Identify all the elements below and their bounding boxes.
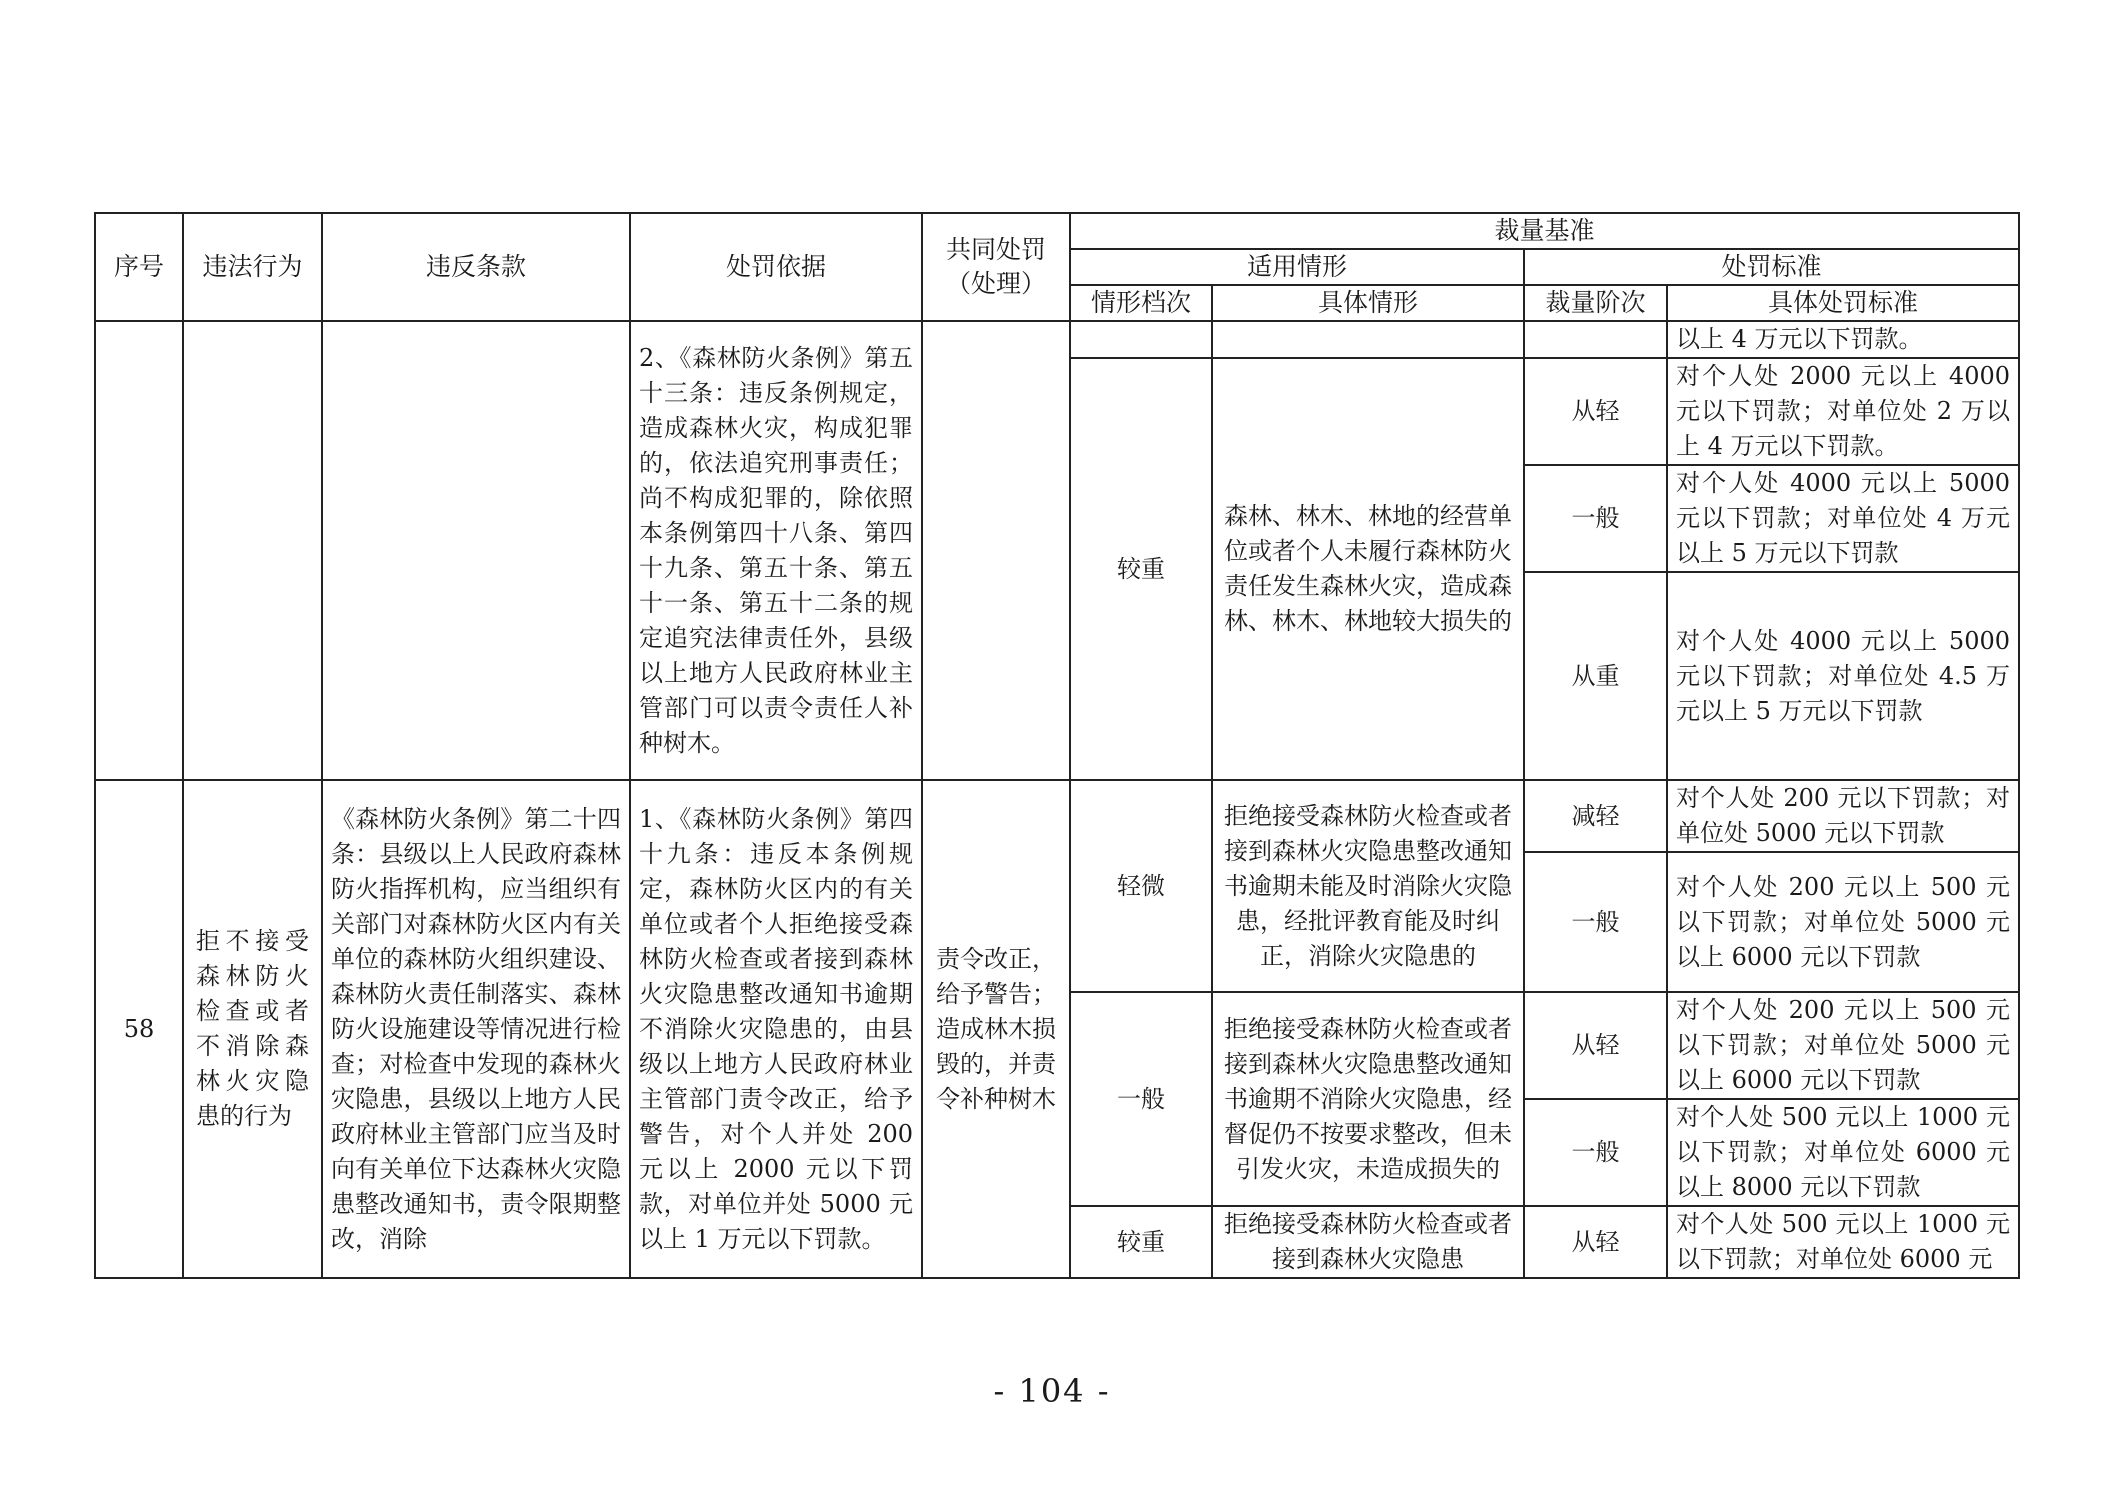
situation-cell: 拒绝接受森林防火检查或者接到森林火灾隐患整改通知书逾期未能及时消除火灾隐患，经批评教育能及时纠正，消除火灾隐患的: [1212, 780, 1524, 992]
seq-cell: 58: [95, 780, 183, 1278]
situation-cell: 拒绝接受森林防火检查或者接到森林火灾隐患整改通知书逾期不消除火灾隐患，经督促仍不按要求整改，但未引发火灾，未造成损失的: [1212, 992, 1524, 1206]
penalty-cell: 对个人处 200 元以上 500 元以下罚款；对单位处 5000 元以上 6000 元以下罚款: [1667, 852, 2019, 992]
header-violation: 违法行为: [183, 213, 322, 321]
header-seq: 序号: [95, 213, 183, 321]
level-cell: 较重: [1070, 358, 1212, 780]
penalty-cell: 对个人处 2000 元以上 4000 元以下罚款；对单位处 2 万以上 4 万元以下罚款。: [1667, 358, 2019, 465]
level-cell: [1070, 321, 1212, 358]
penalty-cell: 对个人处 500 元以上 1000 元以下罚款；对单位处 6000 元: [1667, 1206, 2019, 1278]
basis-cell: 1、《森林防火条例》第四十九条：违反本条例规定，森林防火区内的有关单位或者个人拒绝接受森林防火检查或者接到森林火灾隐患整改通知书逾期不消除火灾隐患的，由县级以上地方人民政府林业主管部门责令改正，给予警告，对个人并处 200 元以上 2000 元以下罚款，对单位并处 5000 元以上 1 万元以下罚款。: [630, 780, 922, 1278]
situation-cell: 森林、林木、林地的经营单位或者个人未履行森林防火责任发生森林火灾，造成森林、林木、林地较大损失的: [1212, 358, 1524, 780]
penalty-cell: 对个人处 4000 元以上 5000 元以下罚款；对单位处 4.5 万元以上 5 万元以下罚款: [1667, 572, 2019, 780]
header-level: 情形档次: [1070, 285, 1212, 321]
situation-cell: [1212, 321, 1524, 358]
step-cell: 从轻: [1524, 1206, 1667, 1278]
level-cell: 较重: [1070, 1206, 1212, 1278]
header-penalty-standard: 处罚标准: [1524, 249, 2019, 285]
penalty-cell: 对个人处 200 元以上 500 元以下罚款；对单位处 5000 元以上 6000 元以下罚款: [1667, 992, 2019, 1099]
discretion-table: [94, 212, 2020, 1279]
step-cell: 从轻: [1524, 992, 1667, 1099]
table-row: [95, 321, 2019, 358]
article-cell: 《森林防火条例》第二十四条：县级以上人民政府森林防火指挥机构，应当组织有关部门对森林防火区内有关单位的森林防火组织建设、森林防火责任制落实、森林防火设施建设等情况进行检查；对检查中发现的森林火灾隐患，县级以上地方人民政府林业主管部门应当及时向有关单位下达森林火灾隐患整改通知书，责令限期整改，消除: [322, 780, 630, 1278]
step-cell: 一般: [1524, 852, 1667, 992]
table-row: [95, 780, 2019, 852]
penalty-cell: 对个人处 200 元以下罚款；对单位处 5000 元以下罚款: [1667, 780, 2019, 852]
header-specific-penalty: 具体处罚标准: [1667, 285, 2019, 321]
penalty-cell: 以上 4 万元以下罚款。: [1667, 321, 2019, 358]
step-cell: [1524, 321, 1667, 358]
header-row-1: [95, 213, 2019, 249]
article-cell: [322, 321, 630, 780]
step-cell: 一般: [1524, 1099, 1667, 1206]
page-number: - 104 -: [993, 1372, 1111, 1410]
header-basis: 处罚依据: [630, 213, 922, 321]
step-cell: 从重: [1524, 572, 1667, 780]
situation-cell: 拒绝接受森林防火检查或者接到森林火灾隐患: [1212, 1206, 1524, 1278]
step-cell: 一般: [1524, 465, 1667, 572]
violation-cell: [183, 321, 322, 780]
penalty-cell: 对个人处 4000 元以上 5000 元以下罚款；对单位处 4 万元以上 5 万元以下罚款: [1667, 465, 2019, 572]
penalty-cell: 对个人处 500 元以上 1000 元以下罚款；对单位处 6000 元以上 8000 元以下罚款: [1667, 1099, 2019, 1206]
header-applicable: 适用情形: [1070, 249, 1524, 285]
violation-cell: 拒不接受森林防火检查或者不消除森林火灾隐患的行为: [183, 780, 322, 1278]
level-cell: 轻微: [1070, 780, 1212, 992]
seq-cell: [95, 321, 183, 780]
header-common-penalty: 共同处罚（处理）: [922, 213, 1070, 321]
common-penalty-cell: 责令改正，给予警告；造成林木损毁的，并责令补种树木: [922, 780, 1070, 1278]
header-discretion-level: 裁量阶次: [1524, 285, 1667, 321]
basis-cell: 2、《森林防火条例》第五十三条：违反条例规定，造成森林火灾，构成犯罪的，依法追究刑事责任；尚不构成犯罪的，除依照本条例第四十八条、第四十九条、第五十条、第五十一条、第五十二条的规定追究法律责任外，县级以上地方人民政府林业主管部门可以责令责任人补种树木。: [630, 321, 922, 780]
step-cell: 从轻: [1524, 358, 1667, 465]
header-specific-situation: 具体情形: [1212, 285, 1524, 321]
step-cell: 减轻: [1524, 780, 1667, 852]
header-discretion: 裁量基准: [1070, 213, 2019, 249]
common-penalty-cell: [922, 321, 1070, 780]
level-cell: 一般: [1070, 992, 1212, 1206]
header-article: 违反条款: [322, 213, 630, 321]
